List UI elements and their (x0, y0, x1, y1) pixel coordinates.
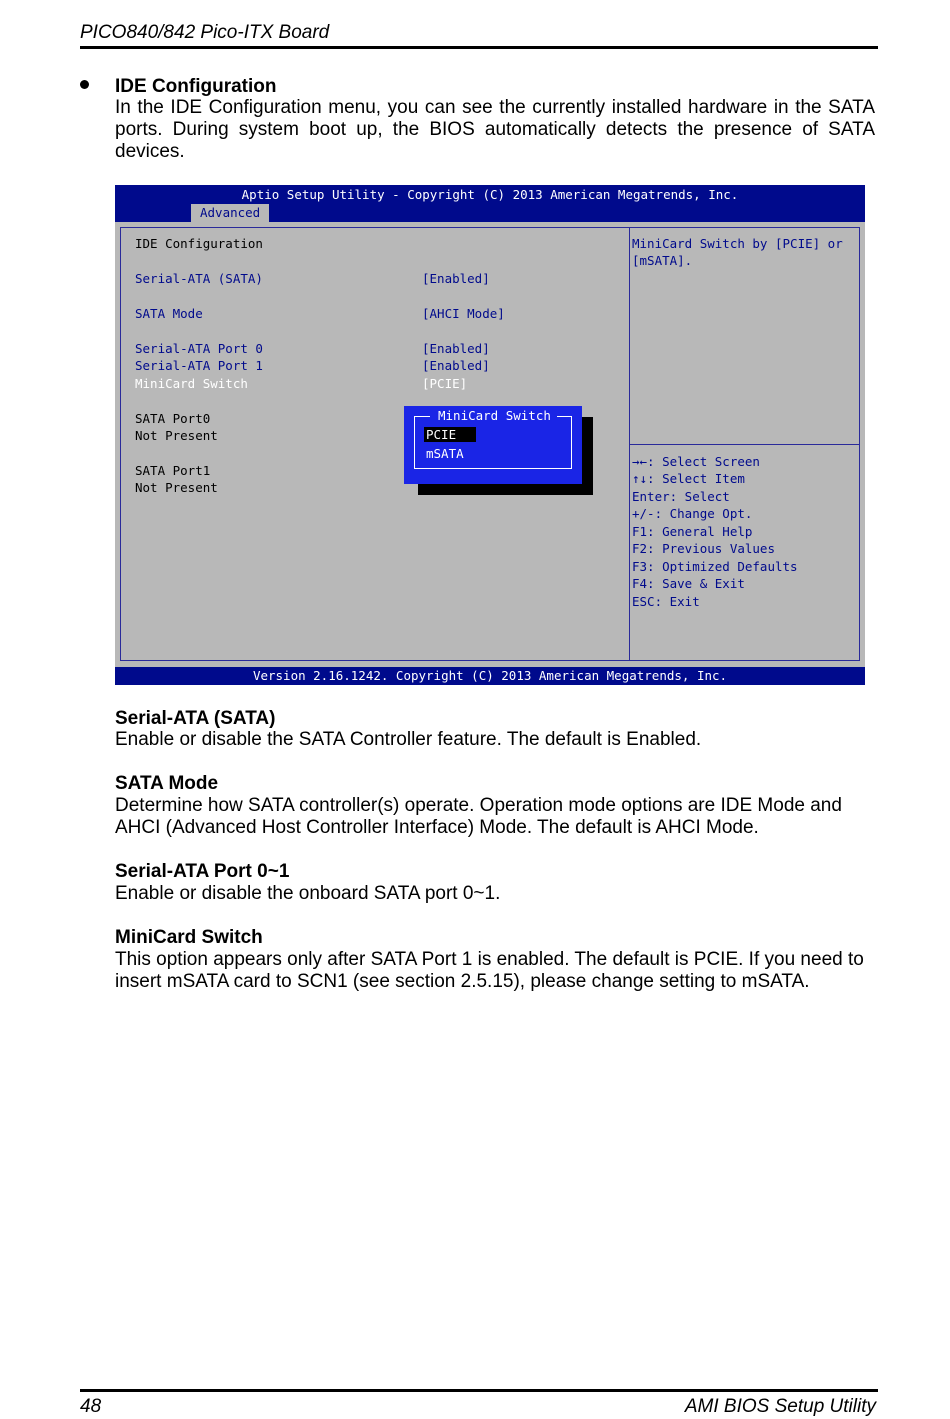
bios-item-label[interactable]: Serial-ATA Port 0 (135, 341, 263, 356)
bios-menu-title: IDE Configuration (135, 236, 263, 251)
bios-status-label: SATA Port1 (135, 463, 211, 478)
bios-status-label: SATA Port0 (135, 411, 211, 426)
bios-key-hint: ↑↓: Select Item (632, 471, 745, 486)
bios-key-hint: +/-: Change Opt. (632, 506, 753, 521)
popup-title: MiniCard Switch (438, 408, 551, 423)
bios-item-value[interactable]: [Enabled] (422, 358, 490, 373)
footer-rule (80, 1389, 878, 1392)
bios-item-value-selected[interactable]: [PCIE] (422, 376, 468, 391)
popup-border-top (557, 416, 571, 417)
section-heading: IDE Configuration (115, 76, 277, 97)
bios-tab-advanced[interactable]: Advanced (191, 204, 269, 222)
bios-key-hint: F2: Previous Values (632, 541, 775, 556)
bios-status-value: Not Present (135, 428, 218, 443)
popup-border-top (414, 416, 430, 417)
bios-item-value[interactable]: [Enabled] (422, 341, 490, 356)
bios-version: Version 2.16.1242. Copyright (C) 2013 American Megatrends, Inc. (252, 668, 728, 683)
section-intro: In the IDE Configuration menu, you can see the currently installed hardware in the SATA ports. During system boot up, the BIOS automatically detects the presence of SATA devices. (115, 97, 875, 162)
page-number: 48 (80, 1396, 102, 1417)
bios-title-bar (115, 185, 865, 222)
desc-heading: Serial-ATA (SATA) (115, 708, 276, 729)
bios-item-label[interactable]: SATA Mode (135, 306, 203, 321)
desc-heading: MiniCard Switch (115, 927, 263, 948)
bios-status-value: Not Present (135, 480, 218, 495)
bios-key-hint: ESC: Exit (632, 594, 700, 609)
running-header: PICO840/842 Pico-ITX Board (80, 22, 330, 43)
bios-item-value[interactable]: [AHCI Mode] (422, 306, 505, 321)
header-rule (80, 46, 878, 49)
running-footer: AMI BIOS Setup Utility (684, 1396, 876, 1417)
bios-title: Aptio Setup Utility - Copyright (C) 2013 American Megatrends, Inc. (241, 187, 739, 202)
bios-help-text: [mSATA]. (632, 253, 693, 268)
bios-key-hint: Enter: Select (632, 489, 730, 504)
desc-body: Enable or disable the SATA Controller feature. The default is Enabled. (115, 729, 702, 750)
bios-item-value[interactable]: [Enabled] (422, 271, 490, 286)
desc-body: Enable or disable the onboard SATA port 0~1. (115, 883, 501, 904)
bios-footer-bar (115, 667, 865, 685)
bios-key-hint: F4: Save & Exit (632, 576, 745, 591)
bios-screenshot (115, 185, 865, 685)
bullet-icon (80, 80, 89, 89)
bios-item-label[interactable]: Serial-ATA (SATA) (135, 271, 263, 286)
popup-option[interactable]: mSATA (426, 446, 464, 461)
minicard-switch-popup[interactable] (404, 406, 582, 484)
bios-key-hint: F3: Optimized Defaults (632, 559, 798, 574)
bios-key-hint: F1: General Help (632, 524, 753, 539)
bios-help-divider (629, 444, 859, 445)
desc-body: Determine how SATA controller(s) operate. Operation mode options are IDE Mode and AHCI (Advanced Host Controller Interface) Mode. The default is AHCI Mode. (115, 795, 842, 838)
bios-key-hint: →←: Select Screen (632, 454, 760, 469)
desc-body: This option appears only after SATA Port 1 is enabled. The default is PCIE. If you need to insert mSATA card to SCN1 (see section 2.5.15), please change setting to mSATA. (115, 949, 864, 992)
desc-heading: SATA Mode (115, 773, 219, 794)
bios-help-text: MiniCard Switch by [PCIE] or (632, 236, 843, 251)
bios-item-label[interactable]: Serial-ATA Port 1 (135, 358, 263, 373)
popup-option-selected[interactable]: PCIE (424, 427, 476, 442)
bios-item-label-selected[interactable]: MiniCard Switch (135, 376, 248, 391)
desc-heading: Serial-ATA Port 0~1 (115, 861, 290, 882)
